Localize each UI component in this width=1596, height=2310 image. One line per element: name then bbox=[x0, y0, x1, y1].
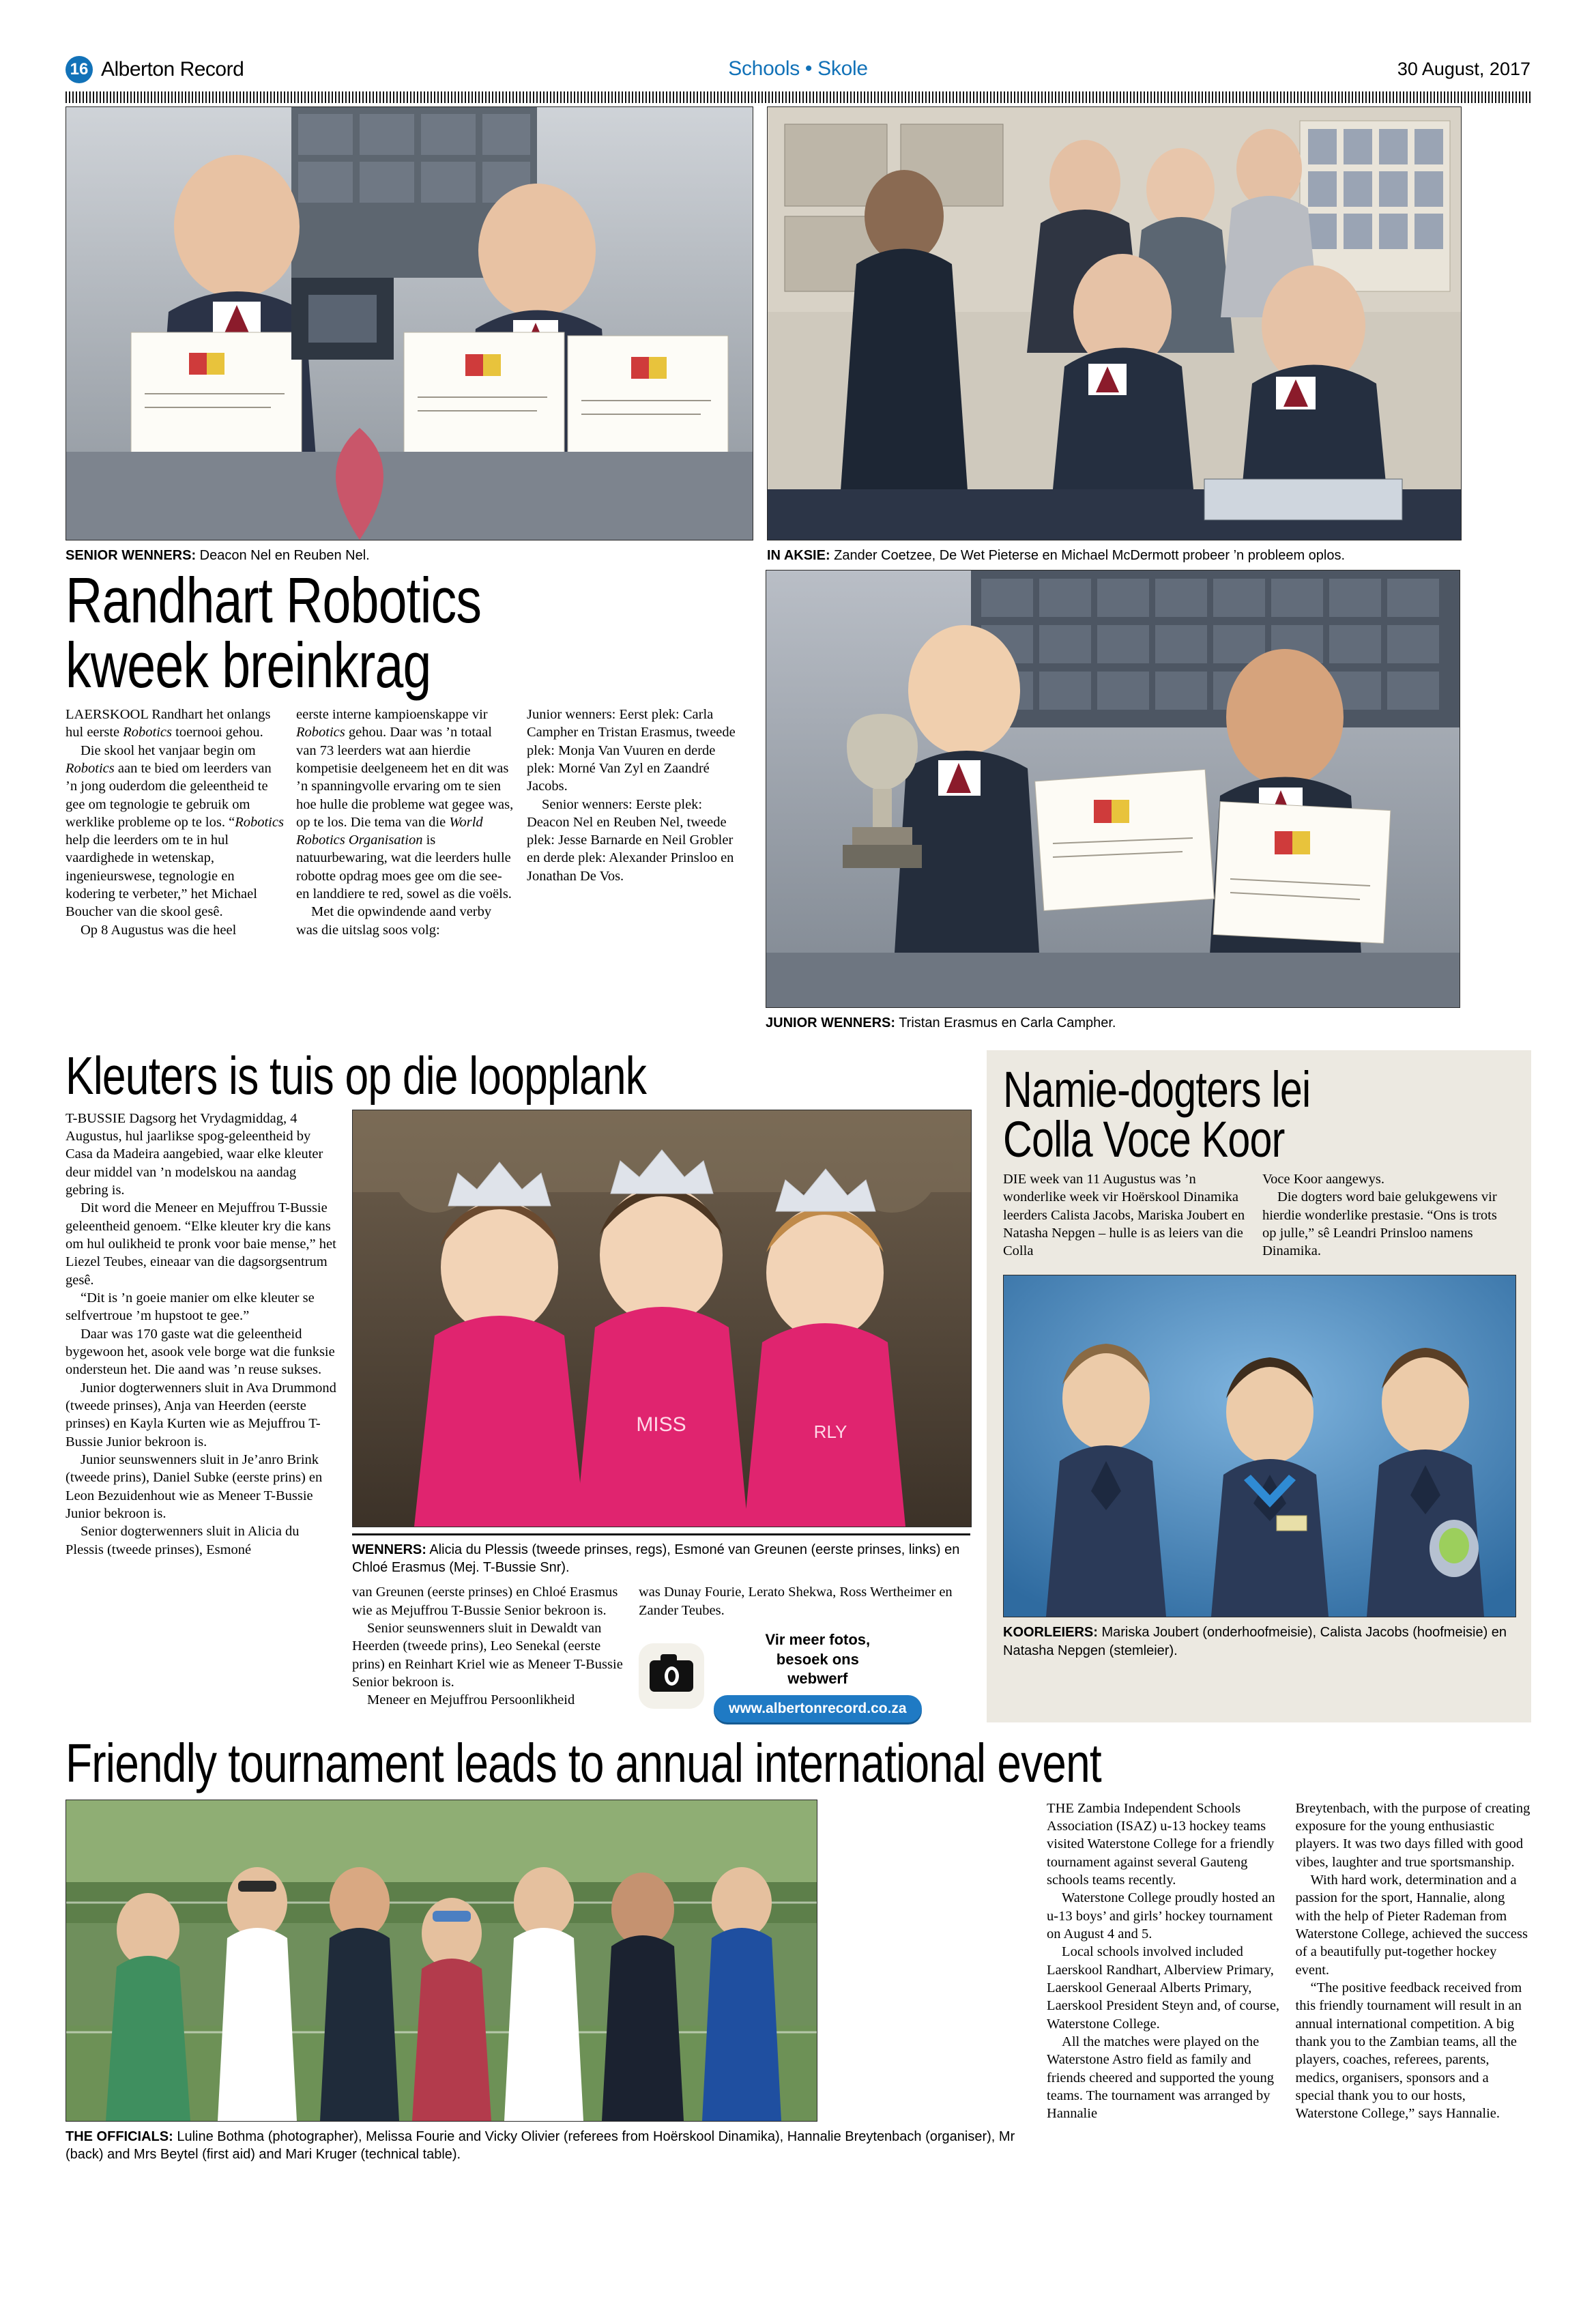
caption-senior-wenners bbox=[66, 547, 752, 564]
page-number: 16 bbox=[66, 56, 93, 83]
website-url-button[interactable]: www.albertonrecord.co.za bbox=[714, 1695, 922, 1722]
photo-koorleiers-artwork bbox=[1004, 1275, 1515, 1617]
caption-kleuters-wenners bbox=[352, 1533, 970, 1577]
paragraph: Senior dogterwenners sluit in Alicia du Plessis (tweede prinses), Esmoné bbox=[66, 1524, 300, 1557]
web-promo-line2: besoek ons bbox=[776, 1650, 859, 1668]
paragraph: Local schools involved included Laerskool Randhart, Alberview Primary, Laerskool Generaal Alberts Primary, Laerskool President Steyn and, of course, Waterstone College. bbox=[1047, 1944, 1280, 2032]
paragraph: All the matches were played on the Waterstone Astro field as family and friends cheered and supported the young teams. The tournament was arranged by Hannalie bbox=[1047, 2034, 1275, 2122]
paragraph: Senior seunswenners sluit in Dewaldt van Heerden (tweede prins), Leo Senekal (eerste prins) en Reinhart Kriel wie as Meneer T-Bussie Senior bekroon is. bbox=[352, 1621, 623, 1690]
web-promo-line3: webwerf bbox=[787, 1670, 848, 1688]
namie-column-1 bbox=[1003, 1170, 1249, 1260]
top-photo-row bbox=[66, 106, 1530, 564]
paragraph: Junior dogterwenners sluit in Ava Drummond (tweede prinses), Anja van Heerden (eerste prinses) en Kayla Kurten wie as Mejuffrou T-Bussie Junior bekroon is. bbox=[66, 1380, 336, 1449]
caption-junior-wenners bbox=[766, 1014, 1459, 1032]
paragraph: van Greunen (eerste prinses) en Chloé Erasmus wie as Mejuffrou T-Bussie Senior bekroon is. bbox=[352, 1585, 618, 1618]
caption-officials-label: THE OFFICIALS: bbox=[66, 2128, 173, 2144]
paragraph: Daar was 170 gaste wat die geleentheid bygewoon het, asook vele borge wat die funksie ondersteun het. Die aand was ’n reuse sukses. bbox=[66, 1326, 335, 1378]
photo-in-aksie bbox=[767, 106, 1462, 540]
paragraph: eerste interne kampioenskappe vir Robotics gehou. Daar was ’n totaal van 73 leerders wat aan hierdie kompetisie deelgeneem het en dit was ’n spanningvolle ervaring om te sien hoe hulle die probleme wat gegee was, op te los. Die tema van die World Robotics Organisation is natuurbewaring, wat die leerders hulle robotte opdrag moes gee om die see- en landdiere te red, sowel as die voëls. bbox=[296, 706, 514, 902]
svg-text:RLY: RLY bbox=[813, 1421, 847, 1442]
robotics-column-2 bbox=[296, 706, 514, 939]
newspaper-page bbox=[0, 53, 1596, 2310]
robotics-headline-line2: kweek breinkrag bbox=[66, 629, 431, 701]
paragraph: Meneer en Mejuffrou Persoonlikheid bbox=[367, 1692, 575, 1708]
paragraph: Met die opwindende aand verby was die uitslag soos volg: bbox=[296, 904, 492, 938]
article-robotics bbox=[66, 564, 1530, 1032]
caption-koorleiers-text: Mariska Joubert (onderhoofmeisie), Calista Jacobs (hoofmeisie) en Natasha Nepgen (stemleier). bbox=[1003, 1625, 1507, 1658]
photo-junior-artwork bbox=[766, 571, 1460, 1007]
photo-senior-wenners bbox=[66, 106, 753, 540]
caption-junior-label: JUNIOR WENNERS: bbox=[766, 1015, 896, 1031]
photo-junior-wenners bbox=[766, 570, 1460, 1008]
paragraph: Junior wenners: Eerst plek: Carla Campher en Tristan Erasmus, tweede plek: Monja Van Vuuren en derde plek: Morné Van Zyl en Zaandré Jacobs. bbox=[527, 706, 736, 794]
article-hockey bbox=[66, 1732, 1530, 2164]
masthead-rule bbox=[66, 91, 1530, 103]
paragraph: DIE week van 11 Augustus was ’n wonderlike week vir Hoërskool Dinamika leerders Calista Jacobs, Mariska Joubert en Natasha Nepgen – hulle is as leiers van die Colla bbox=[1003, 1171, 1245, 1259]
kleuters-column-1 bbox=[66, 1110, 338, 1577]
photo-aksie-artwork bbox=[768, 107, 1461, 540]
caption-koorleiers-label: KOORLEIERS: bbox=[1003, 1625, 1098, 1641]
paragraph: Die skool het vanjaar begin om Robotics aan te bied om leerders van ’n jong ouderdom die geleentheid te gee om tegnologie te gebruik om werklike probleme op te los. “Robotics help die leerders om te in hul vaardighede in wetenskap, ingenieurswese, tegnologie en kodering te verbeter,” het Michael Boucher van die skool gesê. bbox=[66, 742, 284, 920]
section-title: Schools • Skole bbox=[728, 57, 868, 80]
paragraph: Dit word die Meneer en Mejuffrou T-Bussie geleentheid genoem. “Elke kleuter kry die kans om hul oulikheid te pronk voor baie mense,” het Liezel Teubes, eineaar van die dagsorgsentrum gesê. bbox=[66, 1200, 336, 1288]
camera-icon bbox=[639, 1643, 704, 1709]
paragraph: Waterstone College proudly hosted an u-13 boys’ and girls’ hockey tournament on August 4 and 5. bbox=[1047, 1890, 1275, 1941]
paragraph: T-BUSSIE Dagsorg het Vrydagmiddag, 4 Augustus, hul jaarlikse spog-geleentheid by Casa da Madeira aangebied, waar elke kleuter deur middel van ’n modelskou na aandag gebring is. bbox=[66, 1110, 323, 1198]
robotics-headline-line1: Randhart Robotics bbox=[66, 564, 482, 637]
band-kleuters-namie bbox=[66, 1045, 1530, 1722]
paragraph: Voce Koor aangewys. bbox=[1262, 1171, 1384, 1187]
photo-koorleiers bbox=[1003, 1275, 1516, 1617]
caption-junior-text: Tristan Erasmus en Carla Campher. bbox=[895, 1015, 1116, 1031]
caption-officials bbox=[66, 2128, 1033, 2164]
photo-kleuters-artwork bbox=[353, 1110, 971, 1527]
photo-officials-artwork bbox=[66, 1800, 817, 2121]
hockey-column-2 bbox=[1296, 1800, 1530, 2164]
paragraph: Senior wenners: Eerste plek: Deacon Nel en Reuben Nel, tweede plek: Jesse Barnarde en Neil Grobler en derde plek: Alexander Prinsloo en Jonathan De Vos. bbox=[527, 796, 734, 884]
caption-officials-text: Luline Bothma (photographer), Melissa Fourie and Vicky Olivier (referees from Hoërskool Dinamika), Hannalie Breytenbach (organiser), Mr (back) and Mrs Beytel (first aid) and Mari Kruger (technical table). bbox=[66, 2128, 1015, 2163]
folio bbox=[66, 56, 244, 83]
caption-koorleiers bbox=[1003, 1623, 1515, 1660]
publication-title: Alberton Record bbox=[101, 58, 244, 81]
kleuters-column-3 bbox=[639, 1583, 966, 1619]
article-namie bbox=[987, 1050, 1531, 1722]
masthead bbox=[66, 53, 1530, 96]
caption-aksie-label: IN AKSIE: bbox=[767, 548, 830, 563]
caption-aksie-text: Zander Coetzee, De Wet Pieterse en Michael McDermott probeer ’n probleem oplos. bbox=[830, 548, 1346, 563]
caption-in-aksie bbox=[767, 547, 1460, 564]
kleuters-column-2 bbox=[352, 1583, 625, 1722]
web-promo[interactable] bbox=[639, 1630, 966, 1722]
issue-date: 30 August, 2017 bbox=[1397, 59, 1530, 79]
namie-headline-line1: Namie-dogters lei bbox=[1003, 1060, 1311, 1118]
hockey-column-1 bbox=[1047, 1800, 1281, 2164]
paragraph: LAERSKOOL Randhart het onlangs hul eerste Robotics toernooi gehou. bbox=[66, 706, 271, 740]
paragraph: THE Zambia Independent Schools Association (ISAZ) u-13 hockey teams visited Waterstone College for a friendly tournament against several Gauteng schools teams recently. bbox=[1047, 1800, 1275, 1888]
robotics-column-1 bbox=[66, 706, 284, 939]
photo-officials bbox=[66, 1800, 817, 2122]
article-kleuters bbox=[66, 1045, 970, 1722]
photo-kleuters-wenners bbox=[352, 1110, 972, 1527]
web-promo-line1: Vir meer fotos, bbox=[765, 1631, 871, 1649]
paragraph: Die dogters word baie gelukgewens vir hierdie wonderlike prestasie. “Ons is trots op julle,” sê Leandri Prinsloo namens Dinamika. bbox=[1262, 1189, 1497, 1259]
caption-senior-text: Deacon Nel en Reuben Nel. bbox=[196, 548, 370, 563]
caption-wenners-label: WENNERS: bbox=[352, 1542, 426, 1557]
svg-text:MISS: MISS bbox=[636, 1413, 686, 1436]
namie-column-2 bbox=[1262, 1170, 1508, 1260]
caption-wenners-text: Alicia du Plessis (tweede prinses, regs), Esmoné van Greunen (eerste prinses, links) en Chloé Erasmus (Mej. T-Bussie Snr). bbox=[352, 1542, 960, 1576]
photo-senior-artwork bbox=[66, 107, 753, 540]
paragraph: Junior seunswenners sluit in Je’anro Brink (tweede prins), Daniel Subke (eerste prins) en Leon Bezuidenhout wie as Meneer T-Bussie Junior bekroon is. bbox=[66, 1452, 323, 1521]
namie-headline-line2: Colla Voce Koor bbox=[1003, 1110, 1285, 1168]
paragraph: “The positive feedback received from this friendly tournament will result in an annual international competition. A big thank you to the Zambian teams, all the players, coaches, referees, parents, medics, organisers, sponsors and a special thank you to our hosts, Waterstone College,” says Hannalie. bbox=[1295, 1980, 1522, 2122]
paragraph: was Dunay Fourie, Lerato Shekwa, Ross Wertheimer en Zander Teubes. bbox=[639, 1585, 953, 1618]
paragraph: Op 8 Augustus was die heel bbox=[81, 922, 237, 938]
hockey-headline: Friendly tournament leads to annual international event bbox=[66, 1732, 1101, 1793]
kleuters-headline: Kleuters is tuis op die loopplank bbox=[66, 1045, 647, 1106]
robotics-column-3 bbox=[527, 706, 745, 939]
paragraph: With hard work, determination and a passion for the sport, Hannalie, along with the help of Pieter Rademan from Waterstone College, achieved the success of a beautifully put-together hockey event. bbox=[1295, 1872, 1528, 1978]
caption-senior-label: SENIOR WENNERS: bbox=[66, 548, 197, 563]
paragraph: Breytenbach, with the purpose of creating exposure for the young enthusiastic players. It was two days filled with good vibes, laughter and true sportsmanship. bbox=[1295, 1800, 1530, 1870]
paragraph: “Dit is ’n goeie manier om elke kleuter se selfvertroue ’m hupstoot te gee.” bbox=[66, 1290, 315, 1324]
